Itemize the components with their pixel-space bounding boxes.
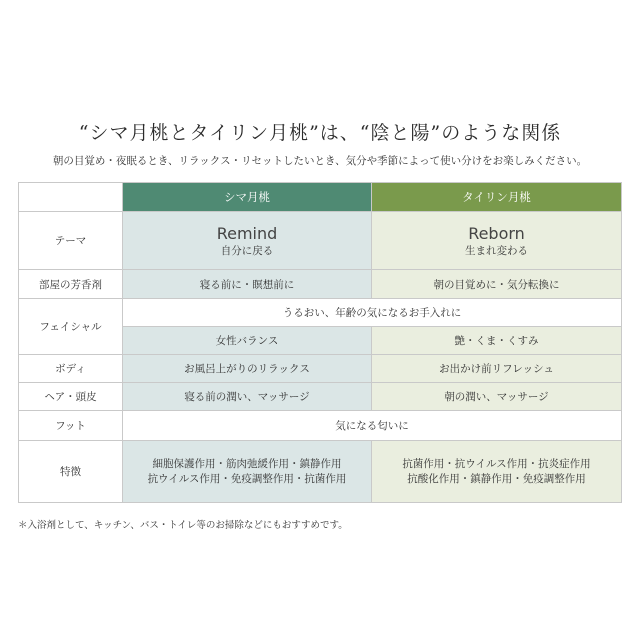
- row-label-hair: ヘア・頭皮: [19, 383, 123, 411]
- footnote: ＊入浴剤として、キッチン、バス・トイレ等のお掃除などにもおすすめです。: [18, 520, 348, 531]
- facial-shima: 女性バランス: [123, 327, 372, 355]
- row-label-foot: フット: [19, 411, 123, 441]
- row-hair: [19, 383, 622, 411]
- facial-tairin: 艶・くま・くすみ: [372, 327, 622, 355]
- theme-tairin-main: Reborn: [468, 223, 525, 243]
- body-shima: お風呂上がりのリラックス: [123, 355, 372, 383]
- feature-shima-line-1: 細胞保護作用・筋肉弛緩作用・鎮静作用: [152, 457, 342, 470]
- header-blank-cell: [19, 183, 123, 212]
- theme-tairin-cell: [372, 212, 622, 270]
- feature-shima-line-2: 抗ウイルス作用・免疫調整作用・抗菌作用: [147, 472, 347, 485]
- page-title: “シマ月桃とタイリン月桃”は、“陰と陽”のような関係: [78, 122, 562, 144]
- room-tairin: 朝の目覚めに・気分転換に: [372, 270, 622, 299]
- facial-both: うるおい、年齢の気になるお手入れに: [123, 299, 622, 327]
- row-label-room: 部屋の芳香剤: [19, 270, 123, 299]
- row-room: [19, 270, 622, 299]
- feature-tairin-line-2: 抗酸化作用・鎮静作用・免疫調整作用: [407, 472, 586, 485]
- row-label-feature: 特徴: [19, 441, 123, 503]
- row-feature: [19, 441, 622, 503]
- hair-tairin: 朝の潤い、マッサージ: [372, 383, 622, 411]
- feature-tairin-cell: [372, 441, 622, 503]
- row-label-facial: フェイシャル: [19, 299, 123, 355]
- row-theme: [19, 212, 622, 270]
- theme-shima-main: Remind: [216, 223, 278, 243]
- feature-shima-cell: [123, 441, 372, 503]
- foot-both: 気になる匂いに: [123, 411, 622, 441]
- theme-shima-sub: 自分に戻る: [220, 244, 274, 257]
- theme-tairin-sub: 生まれ変わる: [465, 244, 528, 257]
- page-subtitle: 朝の目覚め・夜眠るとき、リラックス・リセットしたいとき、気分や季節によって使い分けをお楽しみください。: [52, 155, 588, 167]
- header-tairin: タイリン月桃: [372, 183, 622, 212]
- row-facial-top: [19, 299, 622, 327]
- theme-shima-cell: [123, 212, 372, 270]
- header-row: [19, 183, 622, 212]
- room-shima: 寝る前に・瞑想前に: [123, 270, 372, 299]
- comparison-table: [18, 182, 622, 503]
- row-label-body: ボディ: [19, 355, 123, 383]
- header-shima: シマ月桃: [123, 183, 372, 212]
- hair-shima: 寝る前の潤い、マッサージ: [123, 383, 372, 411]
- feature-tairin-line-1: 抗菌作用・抗ウイルス作用・抗炎症作用: [402, 457, 591, 470]
- body-tairin: お出かけ前リフレッシュ: [372, 355, 622, 383]
- row-body: [19, 355, 622, 383]
- row-label-theme: テーマ: [19, 212, 123, 270]
- row-foot: [19, 411, 622, 441]
